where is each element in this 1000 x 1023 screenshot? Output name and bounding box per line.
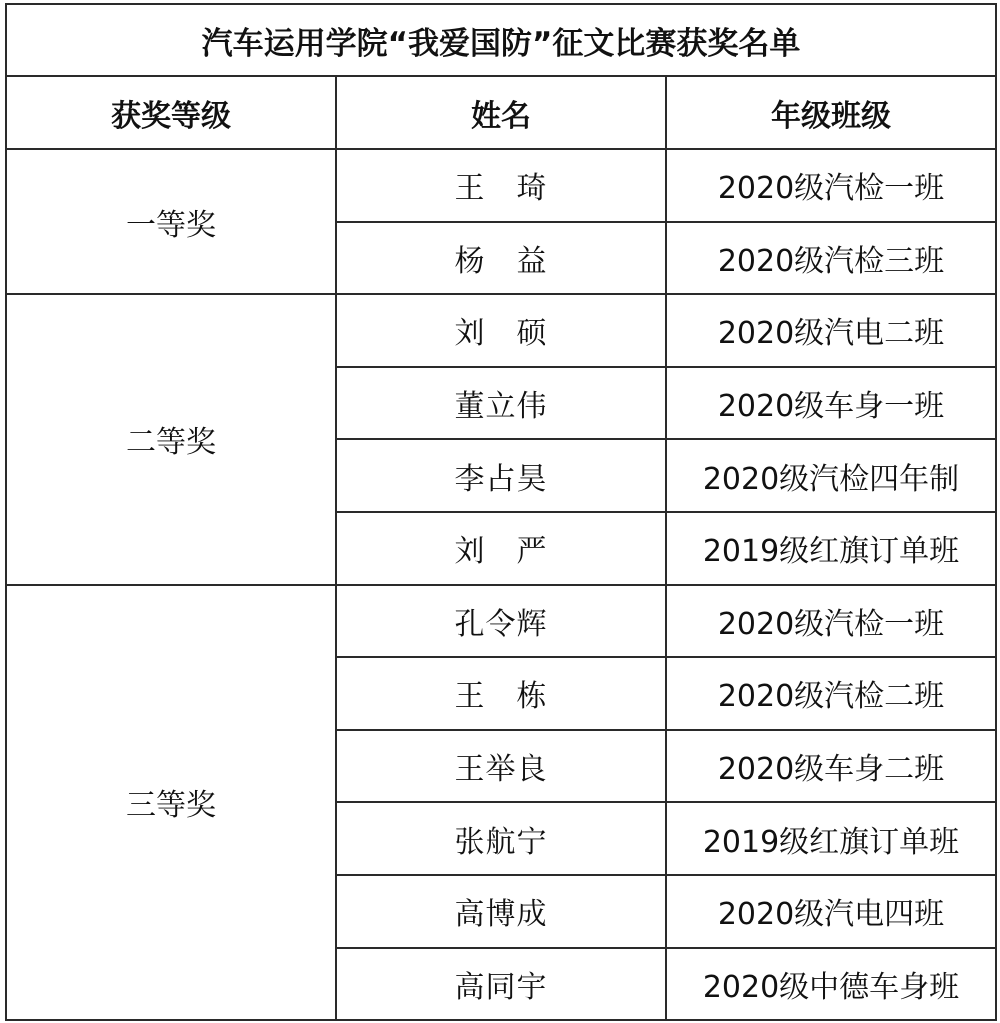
winner-class: 2020级车身二班	[666, 730, 996, 803]
table-row	[6, 294, 996, 367]
winner-name: 高同宇	[336, 948, 666, 1021]
header-level: 获奖等级	[6, 76, 336, 149]
winner-name: 刘 严	[336, 512, 666, 585]
table-title: 汽车运用学院“我爱国防”征文比赛获奖名单	[6, 4, 996, 76]
award-table	[5, 3, 997, 1021]
winner-class: 2020级汽检一班	[666, 585, 996, 658]
winner-name: 王举良	[336, 730, 666, 803]
header-name: 姓名	[336, 76, 666, 149]
award-level-second: 二等奖	[6, 294, 336, 584]
award-level-first: 一等奖	[6, 149, 336, 294]
winner-class: 2020级汽电二班	[666, 294, 996, 367]
winner-name: 王 琦	[336, 149, 666, 222]
header-class: 年级班级	[666, 76, 996, 149]
table-row	[6, 149, 996, 222]
winner-class: 2019级红旗订单班	[666, 512, 996, 585]
winner-class: 2019级红旗订单班	[666, 802, 996, 875]
award-level-third: 三等奖	[6, 585, 336, 1021]
header-row	[6, 76, 996, 149]
winner-class: 2020级汽检四年制	[666, 439, 996, 512]
winner-class: 2020级汽检一班	[666, 149, 996, 222]
winner-class: 2020级汽检三班	[666, 222, 996, 295]
winner-name: 杨 益	[336, 222, 666, 295]
table-row	[6, 585, 996, 658]
winner-name: 刘 硕	[336, 294, 666, 367]
winner-class: 2020级中德车身班	[666, 948, 996, 1021]
winner-class: 2020级车身一班	[666, 367, 996, 440]
winner-name: 高博成	[336, 875, 666, 948]
winner-name: 王 栋	[336, 657, 666, 730]
winner-name: 董立伟	[336, 367, 666, 440]
winner-class: 2020级汽电四班	[666, 875, 996, 948]
winner-name: 孔令辉	[336, 585, 666, 658]
title-row	[6, 4, 996, 76]
winner-class: 2020级汽检二班	[666, 657, 996, 730]
winner-name: 张航宁	[336, 802, 666, 875]
winner-name: 李占昊	[336, 439, 666, 512]
